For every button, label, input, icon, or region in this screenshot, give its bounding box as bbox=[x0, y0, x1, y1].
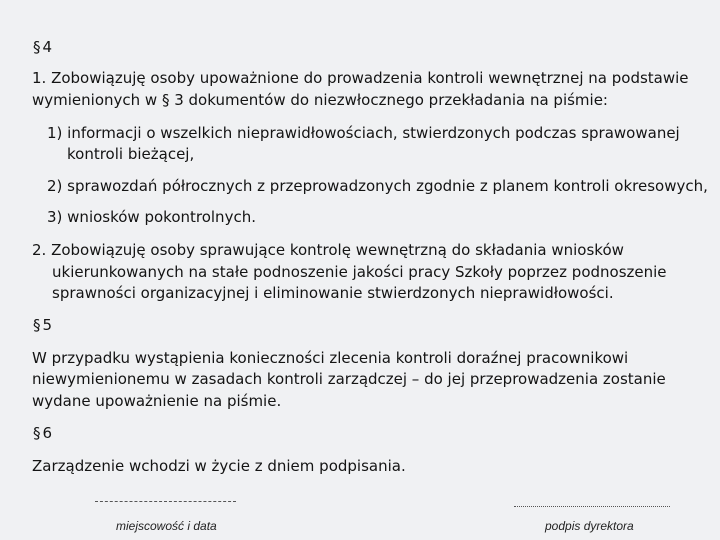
paragraph-5-line-3: wydane upoważnienie na piśmie. bbox=[32, 392, 282, 410]
section-5-heading: §5 bbox=[33, 316, 55, 334]
paragraph-2-line-2: ukierunkowanych na stałe podnoszenie jakości pracy Szkoły poprzez podnoszenie bbox=[52, 263, 667, 281]
paragraph-5-line-2: niewymienionemu w zasadach kontroli zarządczej – do jej przeprowadzenia zostanie bbox=[32, 370, 666, 388]
paragraph-2-line-1: 2. Zobowiązuję osoby sprawujące kontrolę wewnętrzną do składania wniosków bbox=[32, 241, 624, 259]
section-4-heading: §4 bbox=[33, 38, 55, 56]
section-6-heading: §6 bbox=[33, 424, 55, 442]
paragraph-1-line-1: 1. Zobowiązuję osoby upoważnione do prowadzenia kontroli wewnętrznej na podstawie bbox=[32, 69, 689, 87]
item-1-line-2: kontroli bieżącej, bbox=[67, 145, 195, 163]
item-3: 3) wniosków pokontrolnych. bbox=[47, 208, 256, 226]
item-2: 2) sprawozdań półrocznych z przeprowadzonych zgodnie z planem kontroli okresowych, bbox=[47, 177, 708, 195]
place-date-label: miejscowość i data bbox=[116, 519, 217, 533]
paragraph-6: Zarządzenie wchodzi w życie z dniem podpisania. bbox=[32, 457, 406, 475]
paragraph-1-line-2: wymienionych w § 3 dokumentów do niezwłocznego przekładania na piśmie: bbox=[32, 91, 608, 109]
director-signature-label: podpis dyrektora bbox=[545, 519, 634, 533]
item-1-line-1: 1) informacji o wszelkich nieprawidłowościach, stwierdzonych podczas sprawowanej bbox=[47, 124, 680, 142]
paragraph-2-line-3: sprawności organizacyjnej i eliminowanie stwierdzonych nieprawidłowości. bbox=[52, 284, 614, 302]
paragraph-5-line-1: W przypadku wystąpienia konieczności zlecenia kontroli doraźnej pracownikowi bbox=[32, 349, 629, 367]
director-signature-line bbox=[514, 506, 670, 507]
place-date-signature-line bbox=[95, 501, 236, 502]
